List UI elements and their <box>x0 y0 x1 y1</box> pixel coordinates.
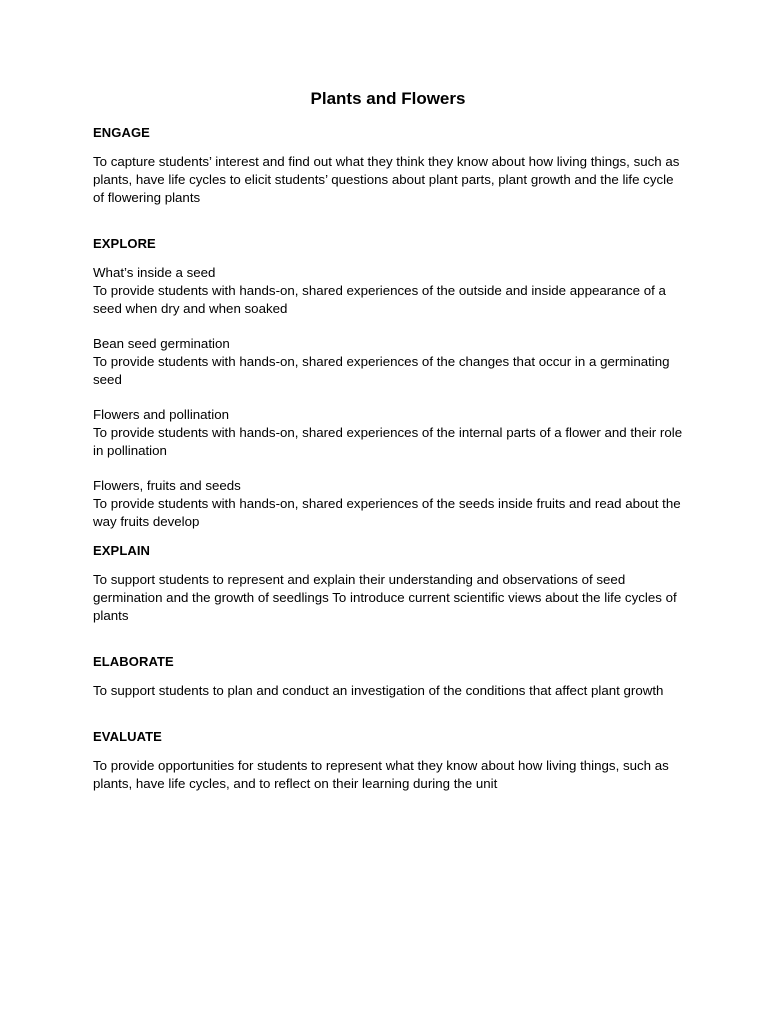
activity-title: Bean seed germination <box>93 336 230 351</box>
evaluate-heading: EVALUATE <box>93 729 162 744</box>
activity-text: To provide students with hands-on, shared experiences of the outside and inside appearance of a seed when dry and when soaked <box>93 283 666 316</box>
spacer <box>93 207 683 235</box>
activity-title: Flowers and pollination <box>93 407 230 422</box>
document-page <box>93 88 683 793</box>
activity-text: To provide students with hands-on, shared experiences of the internal parts of a flower and their role in pollination <box>93 425 683 458</box>
explore-activity <box>93 406 683 460</box>
explore-activity <box>93 335 683 389</box>
engage-heading: ENGAGE <box>93 125 150 140</box>
spacer <box>93 700 683 728</box>
evaluate-text: To provide opportunities for students to represent what they know about how living things, such as plants, have life cycles, and to reflect on their learning during the unit <box>93 758 669 791</box>
section-elaborate <box>93 653 683 700</box>
activity-text: To provide students with hands-on, shared experiences of the changes that occur in a germinating seed <box>93 354 670 387</box>
activity-title: Flowers, fruits and seeds <box>93 478 241 493</box>
elaborate-text: To support students to plan and conduct an investigation of the conditions that affect plant growth <box>93 683 664 698</box>
section-engage <box>93 124 683 207</box>
explore-activity <box>93 477 683 531</box>
explain-text: To support students to represent and explain their understanding and observations of seed germination and the growth of seedlings To introduce current scientific views about the life cycles of plants <box>93 572 677 623</box>
explain-heading: EXPLAIN <box>93 543 151 558</box>
elaborate-heading: ELABORATE <box>93 654 174 669</box>
section-evaluate <box>93 728 683 793</box>
explore-activity <box>93 264 683 318</box>
engage-text: To capture students’ interest and find out what they think they know about how living things, such as plants, have life cycles to elicit students’ questions about plant parts, plant growth and the life cycle of flowering plants <box>93 154 680 205</box>
spacer <box>93 625 683 653</box>
activity-title: What’s inside a seed <box>93 265 216 280</box>
section-explore <box>93 235 683 531</box>
explore-heading: EXPLORE <box>93 236 156 251</box>
activity-text: To provide students with hands-on, shared experiences of the seeds inside fruits and read about the way fruits develop <box>93 496 681 529</box>
document-title: Plants and Flowers <box>310 89 466 108</box>
section-explain <box>93 542 683 625</box>
